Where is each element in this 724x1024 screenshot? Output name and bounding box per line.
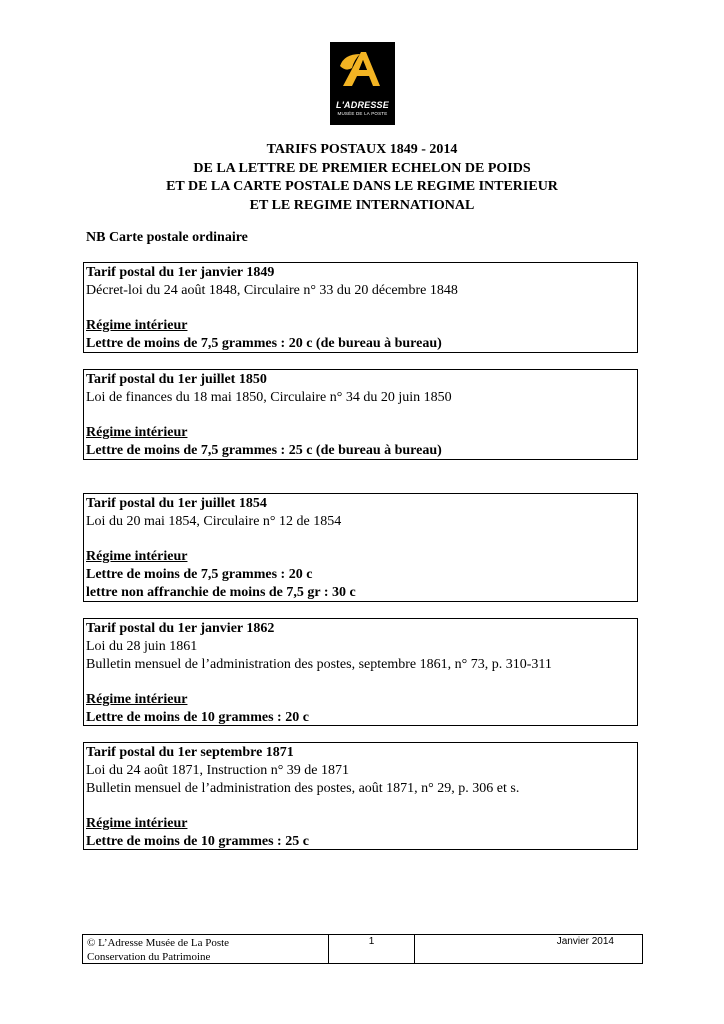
tariff-regime: Régime intérieur bbox=[86, 549, 188, 564]
footer-date: Janvier 2014 bbox=[556, 936, 614, 947]
tariff-reference: Loi du 20 mai 1854, Circulaire n° 12 de 1854 bbox=[86, 514, 342, 529]
tariff-reference: Loi de finances du 18 mai 1850, Circulaire n° 34 du 20 juin 1850 bbox=[86, 390, 452, 405]
tariff-regime: Régime intérieur bbox=[86, 425, 188, 440]
logo-brand-subtitle: MUSÉE DE LA POSTE bbox=[337, 111, 388, 116]
tariff-heading: Tarif postal du 1er juillet 1850 bbox=[86, 372, 267, 387]
tariff-rate: Lettre de moins de 10 grammes : 20 c bbox=[86, 710, 309, 725]
tariff-reference: Décret-loi du 24 août 1848, Circulaire n° 33 du 20 décembre 1848 bbox=[86, 283, 458, 298]
note: NB Carte postale ordinaire bbox=[86, 230, 248, 245]
tariff-heading: Tarif postal du 1er janvier 1862 bbox=[86, 621, 275, 636]
document-title bbox=[0, 141, 724, 215]
tariff-rate: Lettre de moins de 7,5 grammes : 25 c (de bureau à bureau) bbox=[86, 443, 442, 458]
tariff-regime: Régime intérieur bbox=[86, 692, 188, 707]
tariff-rate: Lettre de moins de 7,5 grammes : 20 c (de bureau à bureau) bbox=[86, 336, 442, 351]
tariff-regime: Régime intérieur bbox=[86, 816, 188, 831]
tariff-heading: Tarif postal du 1er juillet 1854 bbox=[86, 496, 267, 511]
title-line: TARIFS POSTAUX 1849 - 2014 bbox=[266, 142, 458, 157]
title-line: DE LA LETTRE DE PREMIER ECHELON DE POIDS bbox=[193, 160, 531, 176]
footer-department-line: Conservation du Patrimoine bbox=[87, 951, 211, 963]
tariff-reference: Loi du 28 juin 1861 bbox=[86, 639, 198, 654]
logo-brand-name: L'ADRESSE bbox=[336, 100, 389, 110]
tariff-box-1854 bbox=[83, 493, 638, 602]
title-line: ET LE REGIME INTERNATIONAL bbox=[249, 197, 475, 213]
tariff-heading: Tarif postal du 1er septembre 1871 bbox=[86, 745, 294, 760]
tariff-box-1850 bbox=[83, 369, 638, 460]
tariff-box-1871 bbox=[83, 742, 638, 850]
museum-logo bbox=[330, 42, 395, 125]
tariff-rate: Lettre de moins de 7,5 grammes : 20 c bbox=[86, 567, 313, 582]
footer-copyright bbox=[83, 935, 329, 963]
footer-page-number: 1 bbox=[329, 935, 415, 963]
tariff-rate: Lettre de moins de 10 grammes : 25 c bbox=[86, 834, 309, 849]
tariff-regime: Régime intérieur bbox=[86, 318, 188, 333]
tariff-reference: Loi du 24 août 1871, Instruction n° 39 de 1871 bbox=[86, 763, 350, 778]
tariff-box-1849 bbox=[83, 262, 638, 353]
title-line: ET DE LA CARTE POSTALE DANS LE REGIME INTERIEUR bbox=[166, 179, 558, 194]
footer-copyright-line: © L’Adresse Musée de La Poste bbox=[87, 937, 230, 949]
tariff-rate: lettre non affranchie de moins de 7,5 gr : 30 c bbox=[86, 585, 356, 600]
tariff-heading: Tarif postal du 1er janvier 1849 bbox=[86, 265, 275, 280]
logo-a-mark-icon bbox=[330, 42, 395, 100]
page-footer bbox=[82, 934, 643, 964]
tariff-reference: Bulletin mensuel de l’administration des postes, août 1871, n° 29, p. 306 et s. bbox=[86, 781, 520, 796]
tariff-reference: Bulletin mensuel de l’administration des postes, septembre 1861, n° 73, p. 310-311 bbox=[86, 657, 552, 672]
tariff-box-1862 bbox=[83, 618, 638, 726]
